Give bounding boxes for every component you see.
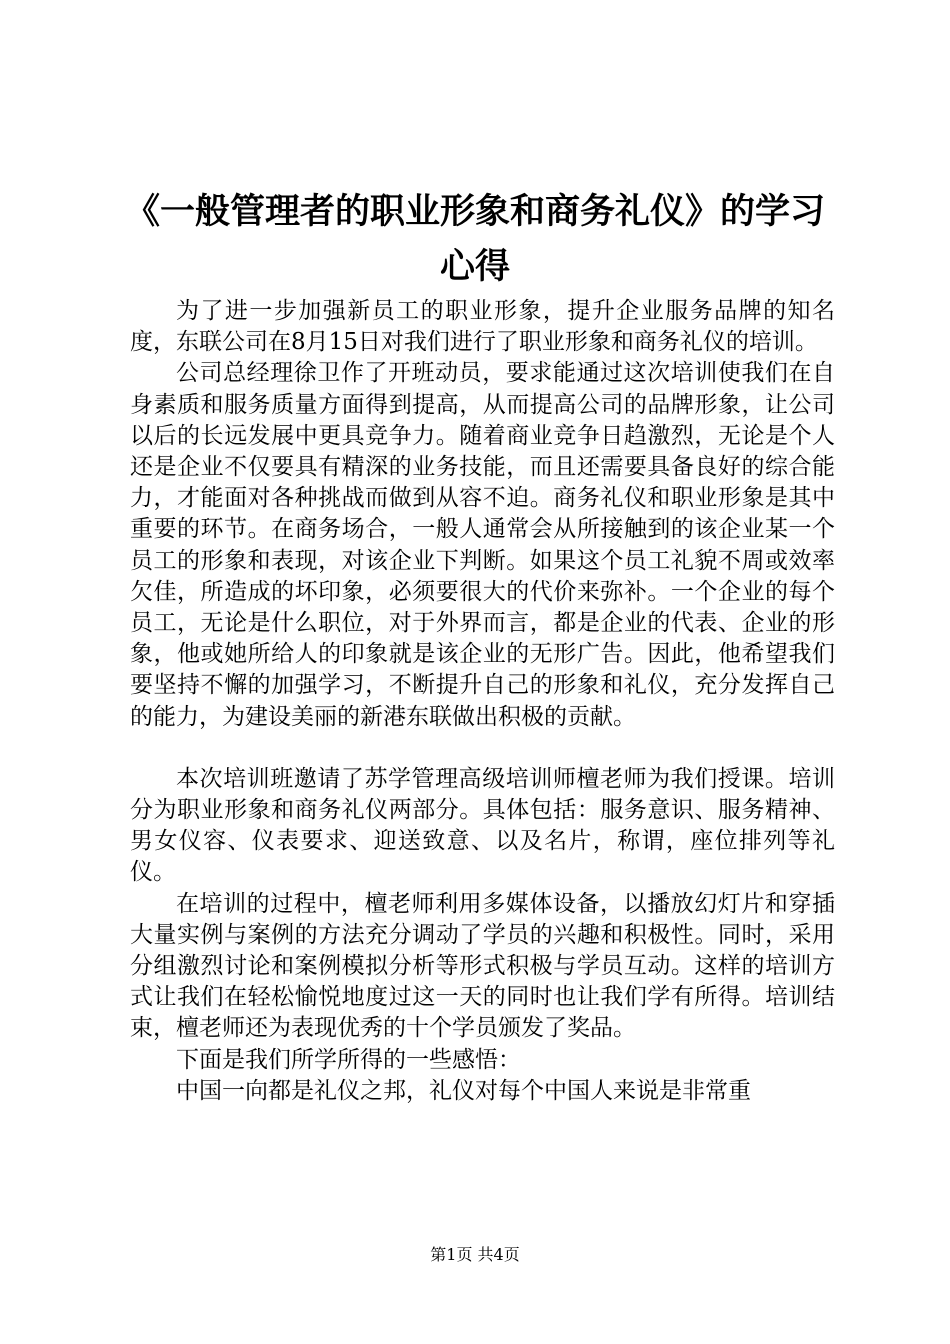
paragraph-reflections-intro: 下面是我们所学所得的一些感悟：	[176, 1046, 521, 1073]
document-body	[130, 296, 835, 1107]
paragraph-manager-speech: 公司总经理徐卫作了开班动员，要求能通过这次培训使我们在自身素质和服务质量方面得到提高，从而提高公司的品牌形象，让公司以后的长远发展中更具竞争力。随着商业竞争日趋激烈，无论是个人还是企业不仅要具有精深的业务技能，而且还需要具备良好的综合能力，才能面对各种挑战而做到从容不迫。商务礼仪和职业形象是其中重要的环节。在商务场合，一般人通常会从所接触到的该企业某一个员工的形象和表现，对该企业下判断。如果这个员工礼貌不周或效率欠佳，所造成的坏印象，必须要很大的代价来弥补。一个企业的每个员工，无论是什么职位，对于外界而言，都是企业的代表、企业的形象，他或她所给人的印象就是该企业的无形广告。因此，他希望我们要坚持不懈的加强学习，不断提升自己的形象和礼仪，充分发挥自己的能力，为建设美丽的新港东联做出积极的贡献。	[130, 360, 835, 730]
document-title-line-2: 心得	[439, 247, 510, 287]
document-title-line-1: 《一般管理者的职业形象和商务礼仪》的学习	[124, 192, 825, 232]
paragraph-training-content: 本次培训班邀请了苏学管理高级培训师檀老师为我们授课。培训分为职业形象和商务礼仪两部分。具体包括：服务意识、服务精神、男女仪容、仪表要求、迎送致意、以及名片，称谓，座位排列等礼仪。	[130, 765, 835, 886]
paragraph-etiquette-nation: 中国一向都是礼仪之邦，礼仪对每个中国人来说是非常重	[176, 1077, 751, 1104]
paragraph-training-process: 在培训的过程中，檀老师利用多媒体设备，以播放幻灯片和穿插大量实例与案例的方法充分调动了学员的兴趣和积极性。同时，采用分组激烈讨论和案例模拟分析等形式积极与学员互动。这样的培训方式让我们在轻松愉悦地度过这一天的同时也让我们学有所得。培训结束，檀老师还为表现优秀的十个学员颁发了奖品。	[130, 890, 835, 1042]
page-number-footer: 第1页 共4页	[430, 1245, 520, 1264]
paragraph-intro: 为了进一步加强新员工的职业形象，提升企业服务品牌的知名度，东联公司在8月15日对我们进行了职业形象和商务礼仪的培训。	[130, 298, 835, 356]
